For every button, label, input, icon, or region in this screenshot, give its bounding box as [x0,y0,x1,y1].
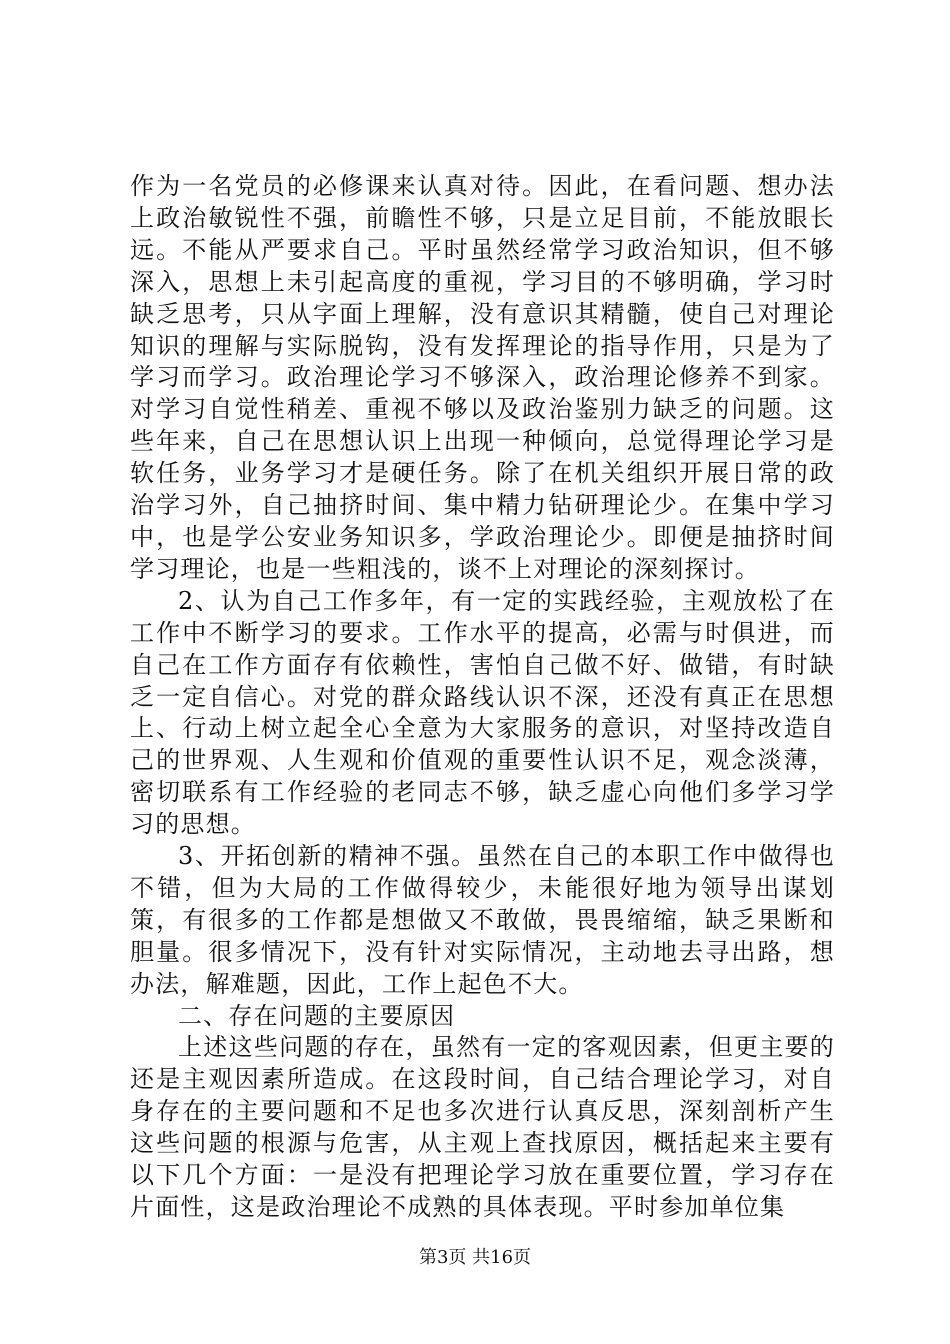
document-body [130,171,835,1224]
page-number-footer: 第3页 共16页 [418,1247,532,1268]
section-heading-causes: 二、存在问题的主要原因 [178,1001,456,1030]
paragraph-point-2: 2、认为自己工作多年，有一定的实践经验，主观放松了在工作中不断学习的要求。工作水平的提高，必需与时俱进，而自己在工作方面存有依赖性，害怕自己做不好、做错，有时缺乏一定自信心。对党的群众路线认识不深，还没有真正在思想上、行动上树立起全心全意为大家服务的意识，对坚持改造自己的世界观、人生观和价值观的重要性认识不足，观念淡薄，密切联系有工作经验的老同志不够，缺乏虚心向他们多学习学习的思想。 [130,586,835,839]
paragraph-causes: 上述这些问题的存在，虽然有一定的客观因素，但更主要的还是主观因素所造成。在这段时间，自己结合理论学习，对自身存在的主要问题和不足也多次进行认真反思，深刻剖析产生这些问题的根源与危害，从主观上查找原因，概括起来主要有以下几个方面：一是没有把理论学习放在重要位置，学习存在片面性，这是政治理论不成熟的具体表现。平时参加单位集 [130,1033,835,1221]
paragraph-point-3: 3、开拓创新的精神不强。虽然在自己的本职工作中做得也不错，但为大局的工作做得较少，未能很好地为领导出谋划策，有很多的工作都是想做又不敢做，畏畏缩缩，缺乏果断和胆量。很多情况下，没有针对实际情况，主动地去寻出路，想办法，解难题，因此，工作上起色不大。 [130,842,835,998]
paragraph-continued: 作为一名党员的必修课来认真对待。因此，在看问题、想办法上政治敏锐性不强，前瞻性不够，只是立足目前，不能放眼长远。不能从严要求自己。平时虽然经常学习政治知识，但不够深入，思想上未引起高度的重视，学习目的不够明确，学习时缺乏思考，只从字面上理解，没有意识其精髓，使自己对理论知识的理解与实际脱钩，没有发挥理论的指导作用，只是为了学习而学习。政治理论学习不够深入，政治理论修养不到家。对学习自觉性稍差、重视不够以及政治鉴别力缺乏的问题。这些年来，自己在思想认识上出现一种倾向，总觉得理论学习是软任务，业务学习才是硬任务。除了在机关组织开展日常的政治学习外，自己抽挤时间、集中精力钻研理论少。在集中学习中，也是学公安业务知识多，学政治理论少。即便是抽挤时间学习理论，也是一些粗浅的，谈不上对理论的深刻探讨。 [130,172,835,583]
